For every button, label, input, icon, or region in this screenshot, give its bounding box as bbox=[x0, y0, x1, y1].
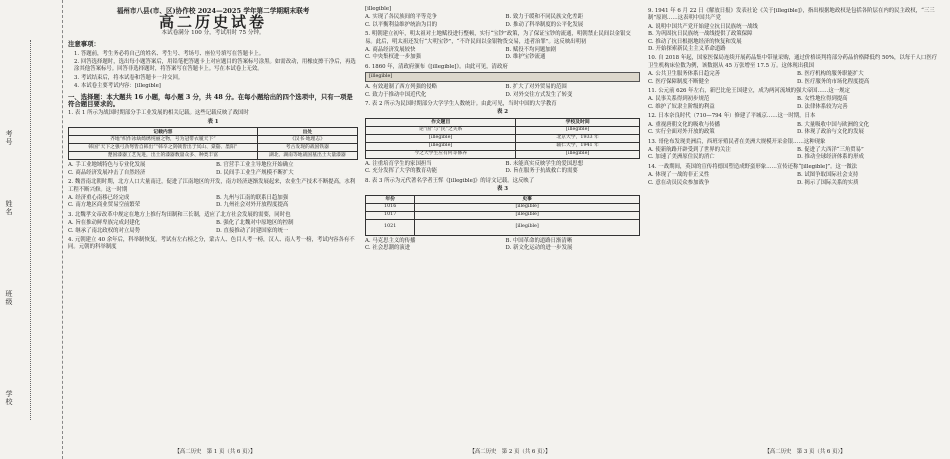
table-header: 出处 bbox=[257, 128, 357, 136]
option: D. 推动了科举制度的公平化发展 bbox=[505, 21, 584, 28]
option: B. 未能真实反映学生的爱国思想 bbox=[505, 160, 583, 167]
question-2-options bbox=[68, 195, 358, 210]
table-row bbox=[69, 152, 358, 160]
option: B. 为巩固抗日民族统一战线提供了政策保障 bbox=[648, 31, 753, 38]
column-1 bbox=[68, 6, 358, 446]
table-cell: [illegible] bbox=[415, 219, 640, 235]
notice-item: 1. 答题前，考生务必将自己的姓名、考生号、考场号、座位号填写在答题卡上。 bbox=[74, 50, 265, 57]
option: D. 旨在服务于抗战救亡的需要 bbox=[505, 168, 578, 175]
option: C. 社会思潮的演进 bbox=[365, 244, 411, 251]
table-row bbox=[366, 211, 640, 219]
table-cell: 考古发现的战国铁器 bbox=[257, 144, 357, 152]
table-row bbox=[366, 219, 640, 235]
question-10: 10. 自 2018 年起，国家医保局连续开展药品集中带量采购，通过价格谈判将部分药品价格降低约 50%，以每千人口医疗卫生机构床位数为例，该数据从 45 万张增至 17.5 万。这体现出我国 bbox=[648, 55, 938, 69]
column-3 bbox=[648, 6, 940, 446]
column-2 bbox=[365, 6, 640, 446]
question-13: 13. 哥伦布发现美洲后，西班牙殖民者在美洲大规模开采金银……这种现象 bbox=[648, 138, 826, 145]
notice-item: 3. 考试结束后，将本试卷和答题卡一并交回。 bbox=[74, 74, 184, 81]
table-row bbox=[366, 142, 640, 150]
option: C. 致力于推动中国近代化 bbox=[365, 91, 427, 98]
table-cell: [illegible] bbox=[516, 126, 640, 134]
continued-text: [illegible] bbox=[365, 6, 392, 12]
table-header: 学校及时间 bbox=[516, 118, 640, 126]
table-cell: [illegible] bbox=[415, 211, 640, 219]
option: C. 中央集权进一步加强 bbox=[365, 54, 421, 61]
table-3 bbox=[365, 195, 640, 236]
table-1 bbox=[68, 127, 358, 160]
question-11-options bbox=[648, 96, 940, 111]
option: D. 体现了政治与文化的发展 bbox=[797, 129, 864, 136]
option: A. 使新航路开辟受到了世界的关注 bbox=[648, 146, 731, 153]
option: D. 开始探索新民主主义革命道路 bbox=[648, 46, 726, 53]
option: B. 促进了大西洋“三角贸易” bbox=[797, 146, 864, 153]
option: B. 大量吸收中国与欧洲的文化 bbox=[797, 121, 870, 128]
option: C. 以平衡利益维护统治为目的 bbox=[365, 21, 438, 28]
option: D. 直接推动了封建国家的统一 bbox=[216, 227, 289, 234]
question-14: 14. 一战期间，英国的宣传将德国塑造成野蛮形象……宣传还称“[illegible]”。这一做法 bbox=[648, 163, 858, 170]
option: A. 经济重心南移已经完成 bbox=[68, 194, 130, 201]
option: B. 赋役不均问题加剧 bbox=[505, 47, 557, 54]
label-name: 姓名 bbox=[5, 200, 13, 216]
exam-meta: 本试卷满分 100 分，考试用时 75 分钟。 bbox=[161, 29, 265, 36]
option: C. 推动了抗日根据地经济的恢复和发展 bbox=[648, 38, 742, 45]
label-school: 学校 bbox=[5, 390, 13, 406]
label-class: 班级 bbox=[5, 290, 13, 306]
question-3-options bbox=[68, 220, 358, 235]
page-footer: 【高二历史 第 3 页（共 6 页）】 bbox=[764, 449, 846, 455]
question-5-options bbox=[365, 47, 640, 62]
question-4: 4. 元朝建立 40 余年后，科举制恢复。考试有左右榜之分，蒙古人、色目人考一榜，汉人、南人考一榜，考试内容各有不同。元朝的科举制度 bbox=[68, 236, 355, 251]
option: A. 说明中国共产党开始建立抗日民族统一战线 bbox=[648, 23, 758, 30]
option: D. 民间手工业生产规模不断扩大 bbox=[216, 169, 294, 176]
table-1-caption: 表 1 bbox=[207, 118, 219, 125]
table-row bbox=[69, 136, 358, 144]
table-cell: 论“国”与“民”之关系 bbox=[366, 126, 516, 134]
table-row bbox=[366, 203, 640, 211]
option: B. 中国革命的道路日渐清晰 bbox=[505, 237, 573, 244]
option: A. 民事关系得到初步规范 bbox=[648, 96, 710, 103]
exam-header: 福州市八县(市、区)协作校 2024—2025 学年第二学期期末联考 bbox=[116, 7, 310, 15]
question-6: 6. 1860 年，清政府颁布《[illegible]》。由此可见，清政府 bbox=[365, 63, 508, 70]
option: B. 九州与江南的联系日趋加强 bbox=[216, 194, 289, 201]
page-footer: 【高二历史 第 1 页（共 6 页）】 bbox=[174, 449, 256, 455]
table-cell: 韩国“天下之强弓劲弩皆自韩出”“韩卒之剑戟皆出于冥山、棠谿、墨阳” bbox=[69, 144, 258, 152]
option: D. 医疗服务的市场化程度提高 bbox=[797, 78, 870, 85]
table-3-caption: 表 3 bbox=[496, 186, 509, 193]
table-2 bbox=[365, 118, 640, 159]
option: C. 继承了南北政权的对立局势 bbox=[68, 227, 141, 234]
table-row bbox=[69, 144, 358, 152]
table-cell: 1021 bbox=[366, 219, 415, 235]
binding-margin bbox=[0, 0, 63, 459]
option: A. 旨在推动鲜卑族完成封建化 bbox=[68, 220, 141, 227]
option: B. 官营手工业主导地位开始确立 bbox=[216, 162, 294, 169]
option: C. 意在动员民众参加战争 bbox=[648, 179, 710, 186]
table-row bbox=[366, 134, 640, 142]
option: B. 医疗机构的服务职能扩大 bbox=[797, 71, 864, 78]
table-cell: 1017 bbox=[366, 211, 415, 219]
question-3: 3. 北魏孝文帝改革中规定在地方上推行均田制和三长制，适应了北方社会发展的需要，同时也 bbox=[68, 211, 291, 218]
question-11: 11. 公元前 626 年左右，新巴比伦王国建立，成为两河流域的强大帝国……这一规定 bbox=[648, 88, 850, 95]
section-heading: 一、选择题：本大题共 16 小题，每小题 3 分，共 48 分。在每小题给出的四个选项中，只有一项是符合题目要求的。 bbox=[68, 92, 353, 109]
table-cell: 1016 bbox=[366, 203, 415, 211]
table-row bbox=[366, 150, 640, 158]
question-1: 1. 表 1 所示为战国时期部分手工业发展的相关记载。这些记载反映了战国时 bbox=[68, 110, 249, 117]
option: D. 对外交往方式发生了转变 bbox=[505, 91, 573, 98]
option: C. 实行全面对外开放的政策 bbox=[648, 129, 715, 136]
question-9-options bbox=[648, 24, 940, 54]
question-2: 2. 魏晋南北朝时期，北方人口大量南迁，促进了江南地区的开发，南方经济逐渐发展起来，农业生产技术不断提高，水利工程不断兴修。这一时期 bbox=[68, 179, 356, 193]
table-cell: 《汉书·地理志》 bbox=[257, 136, 357, 144]
option: C. 加速了美洲原住民的消亡 bbox=[648, 154, 715, 161]
seal-line bbox=[30, 40, 32, 420]
notice-title: 注意事项： bbox=[68, 40, 100, 49]
option: B. 强化了北魏对中原地区的控制 bbox=[216, 220, 294, 227]
question-5: 5. 明朝建立初年，明太祖对土地赋役进行整顿，实行“宝钞”政策，为了保证宝钞的流通，明朝禁止民间以金银交易。此后，明太祖还发行“大明宝钞”，“不许民间以金银物货交易，违者治罪”。这反映出明初 bbox=[365, 31, 631, 45]
option: D. 维护宝钞流通 bbox=[505, 54, 546, 61]
table-cell: 北京大学，1933 年 bbox=[516, 134, 640, 142]
table-cell: [illegible] bbox=[415, 203, 640, 211]
option: D. 法律体系较为完善 bbox=[797, 103, 848, 110]
table-cell: 今之大学生应有何等修养 bbox=[366, 150, 516, 158]
page-title: 高二历史试卷 bbox=[158, 13, 267, 32]
option: C. 商品经济发展冲击了自然经济 bbox=[68, 169, 146, 176]
label-exam-number: 考号 bbox=[5, 130, 13, 146]
option: A. 有效遏制了西方列强的侵略 bbox=[365, 84, 438, 91]
table-cell: [illegible] bbox=[366, 134, 516, 142]
option: B. 扩大了对外贸易的范围 bbox=[505, 84, 567, 91]
question-8-options bbox=[365, 238, 640, 253]
table-cell: 湖北、湖南等地战国墓出土大量漆器 bbox=[257, 152, 357, 160]
question-1-options bbox=[68, 162, 358, 177]
table-cell: 楚国漆器工艺先进，出土的漆器数量众多、种类丰富 bbox=[69, 152, 258, 160]
option: A. 手工业地域特色与专业化发展 bbox=[68, 162, 146, 169]
option: B. 试图争取国际社会支持 bbox=[797, 172, 859, 179]
page-footer: 【高二历史 第 2 页（共 6 页）】 bbox=[469, 449, 551, 455]
option: A. 公共卫生服务体系日趋完善 bbox=[648, 71, 721, 78]
question-7-options bbox=[365, 161, 640, 176]
question-6-options bbox=[365, 84, 640, 99]
option: C. 南方地区商业贸易空前繁荣 bbox=[68, 202, 141, 209]
table-cell: [illegible] bbox=[516, 150, 640, 158]
option: A. 体现了一战的非正义性 bbox=[648, 172, 710, 179]
option: B. 女性地位得到提高 bbox=[797, 96, 848, 103]
option: A. 马克思主义的传播 bbox=[365, 237, 416, 244]
option: C. 充分发挥了大学的教育功能 bbox=[365, 168, 438, 175]
option: C. 医疗保障制度不断健全 bbox=[648, 78, 710, 85]
table-header: 记载内容 bbox=[69, 128, 258, 136]
question-10-options bbox=[648, 71, 940, 86]
notice-item: 2. 回答选择题时，选出每小题答案后，用铅笔把答题卡上对应题目的答案标号涂黑。如需改动，用橡皮擦干净后，再选涂其他答案标号。回答非选择题时，将答案写在答题卡上。写在本试卷上无效。 bbox=[74, 59, 356, 73]
question-8: 8. 表 3 所示为元代著名学者王恽《[illegible]》的诗文记载。这反映了 bbox=[365, 177, 535, 184]
table-header: 年份 bbox=[366, 195, 415, 203]
question-9: 9. 1941 年 6 月 22 日《解放日报》发表社论《关于[illegible]》，指出根据地政权是包括各阶层在内的民主政权，“三三制”原则……这表明中国共产党 bbox=[648, 8, 935, 22]
question-12: 12. 日本奈良时代（710—794 年）修建了平城京……这一时期，日本 bbox=[648, 113, 816, 120]
option: D. 揭示了国际关系的实质 bbox=[797, 179, 859, 186]
table-2-caption: 表 2 bbox=[496, 109, 509, 116]
question-12-options bbox=[648, 122, 940, 137]
option: D. 推动全球经济体系的形成 bbox=[797, 154, 864, 161]
option: D. 新文化运动的进一步发展 bbox=[505, 244, 573, 251]
table-header: 史事 bbox=[415, 195, 640, 203]
source-excerpt: [illegible] bbox=[365, 72, 640, 82]
question-13-options bbox=[648, 147, 940, 162]
table-cell: 辅仁大学，1941 年 bbox=[516, 142, 640, 150]
option: A. 注重培育学生的家国担当 bbox=[365, 160, 432, 167]
notice-item: 4. 本试卷主要考试内容：[illegible] bbox=[74, 83, 161, 90]
table-cell: 齐地“织作冰纨绮绣纯丽之物，号为冠带衣履天下” bbox=[69, 136, 258, 144]
option: C. 维护了奴隶主阶级的利益 bbox=[648, 103, 715, 110]
table-header: 作文题目 bbox=[366, 118, 516, 126]
question-7: 7. 表 2 所示为民国时期部分大学学生人数统计。由此可见，当时中国的大学教育 bbox=[365, 101, 557, 108]
option: B. 致力于缓和不同民族文化差距 bbox=[505, 14, 583, 21]
table-cell: [illegible] bbox=[366, 142, 516, 150]
option: A. 重视唐朝文化的吸收与传播 bbox=[648, 121, 721, 128]
option: D. 九州社会对外开放程度提高 bbox=[216, 202, 289, 209]
option: A. 商品经济发展较快 bbox=[365, 47, 416, 54]
question-14-options bbox=[648, 172, 940, 187]
option: A. 实现了各民族间的平等竞争 bbox=[365, 14, 438, 21]
question-4-options bbox=[365, 14, 640, 29]
table-row bbox=[366, 126, 640, 134]
